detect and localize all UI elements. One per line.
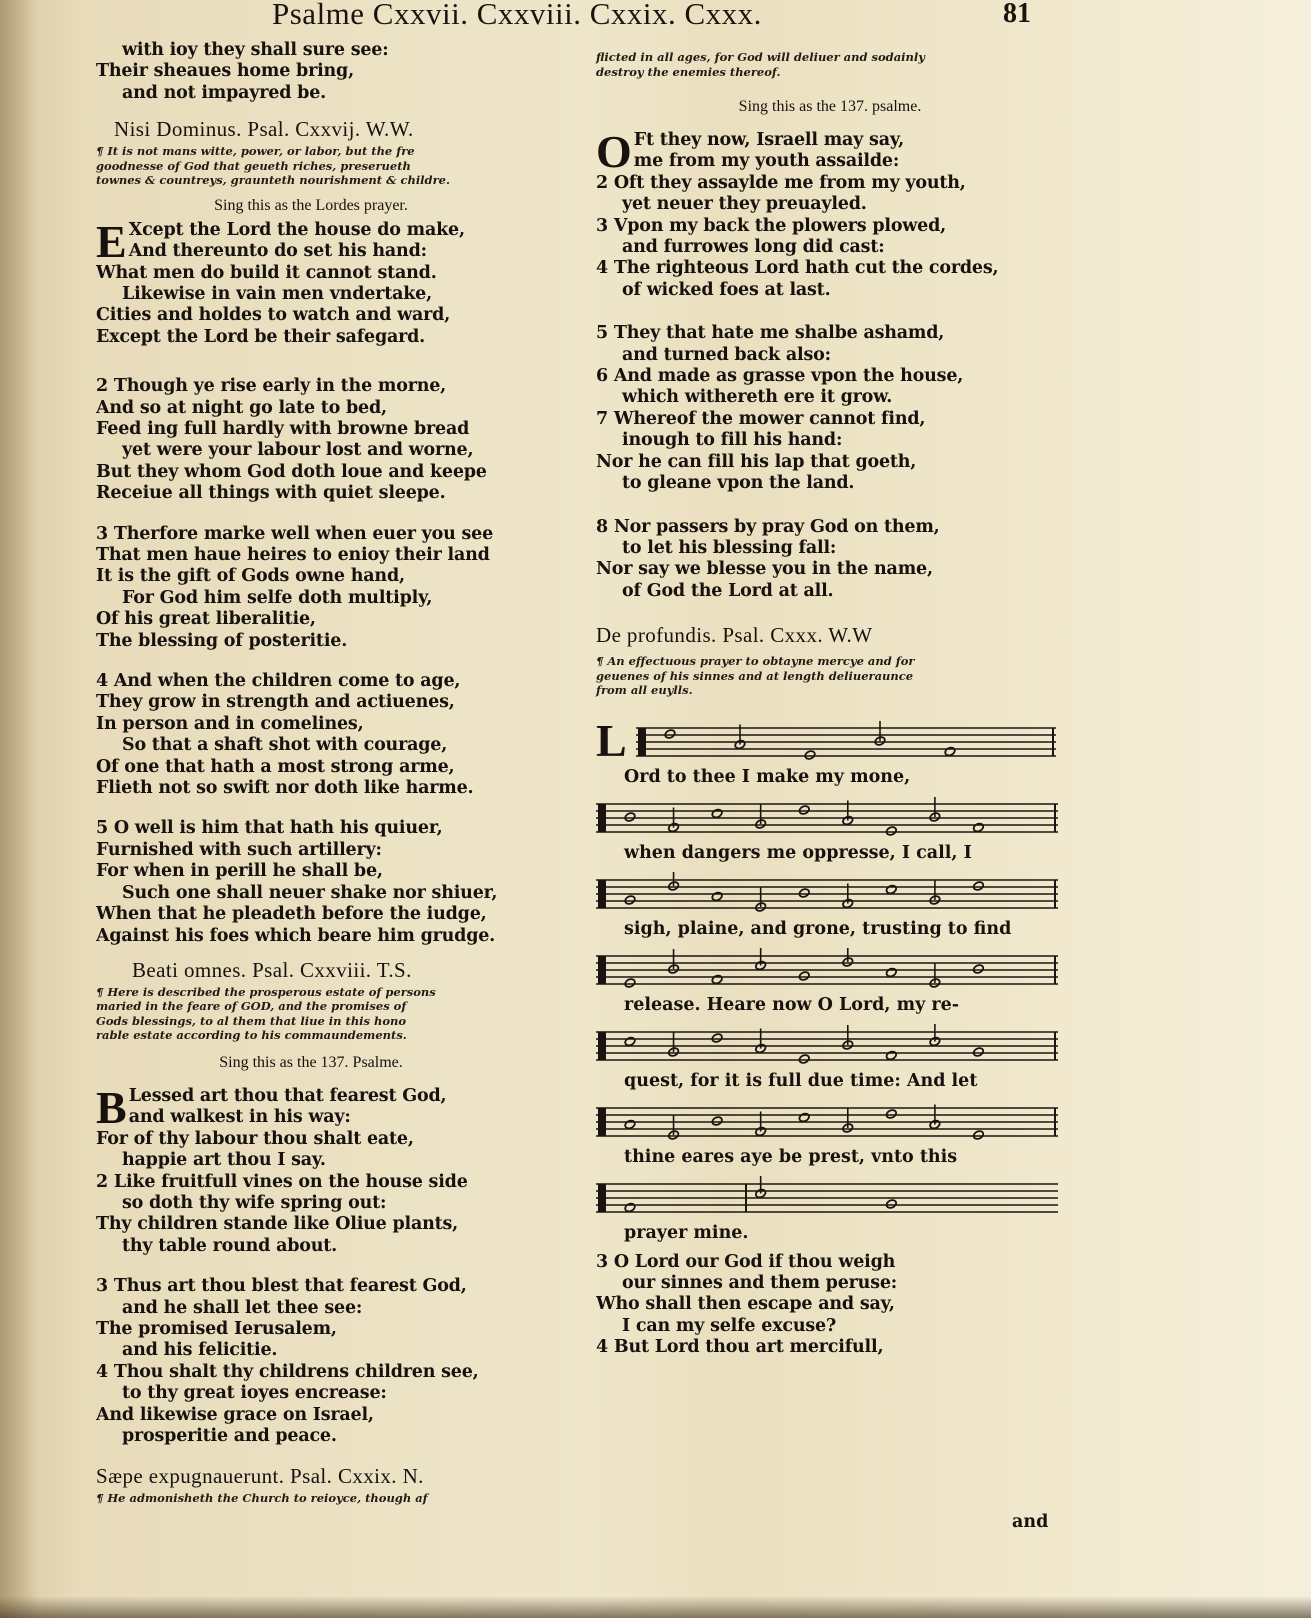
note-head (885, 825, 897, 836)
verse-line: I can my selfe excuse? (622, 1315, 837, 1336)
verse-line: and not impayred be. (122, 82, 327, 103)
music-staff (596, 1176, 1058, 1220)
verse-line: The blessing of posteritie. (96, 630, 348, 651)
music-system (596, 714, 1064, 766)
verse-line: yet neuer they preuayled. (622, 194, 867, 215)
note-head (804, 749, 816, 760)
verse-line: Of his great liberalitie, (96, 609, 316, 630)
drop-cap: O (596, 130, 632, 177)
note-head (972, 1046, 984, 1057)
psalm-127-argument (96, 144, 526, 188)
verse-line: me from my youth assailde: (633, 151, 900, 172)
music-staff (596, 796, 1058, 840)
verse-line: to gleane vpon the land. (622, 473, 855, 494)
psalm-129-title: Sæpe expugnauerunt. Psal. Cxxix. N. (96, 1464, 424, 1489)
verse-line: Feed ing full hardly with browne bread (96, 418, 470, 439)
note-head (972, 822, 984, 833)
verse-line: and he shall let thee see: (122, 1297, 363, 1318)
music-staff (596, 1024, 1058, 1068)
psalm-129-argument: ¶ He admonisheth the Church to reioyce, though af (96, 1491, 428, 1506)
note-head (798, 887, 810, 898)
verse-line: And likewise grace on Israel, (96, 1404, 374, 1425)
argument-line: maried in the feare of GOD, and the promises of (96, 999, 407, 1014)
psalm-127-stanza-4 (96, 671, 526, 799)
note-head (885, 1198, 897, 1209)
music-lyric: when dangers me oppresse, I call, I (624, 842, 972, 863)
verse-line: The promised Ierusalem, (96, 1318, 337, 1339)
verse-line: which withereth ere it grow. (622, 387, 893, 408)
verse-line: to thy great ioyes encrease: (122, 1383, 387, 1404)
verse-line: It is the gift of Gods owne hand, (96, 566, 405, 587)
argument-line: townes & countreys, graunteth nourishment & childre. (96, 173, 450, 188)
argument-line: Gods blessings, to al them that liue in this hono (96, 1013, 407, 1028)
verse-line: Against his foes which beare him grudge. (96, 925, 496, 946)
note-head (664, 728, 676, 739)
psalm-130-argument (596, 654, 1064, 698)
verse-line: 3 Therfore marke well when euer you see (96, 523, 494, 544)
note-head (711, 974, 723, 985)
note-head (711, 808, 723, 819)
note-head (944, 746, 956, 757)
tune-initial: L (596, 714, 627, 766)
verse-line: For God him selfe doth multiply, (122, 587, 433, 608)
verse-line: yet were your labour lost and worne, (122, 440, 474, 461)
note-head (972, 1129, 984, 1140)
verse-line: Cities and holdes to watch and ward, (96, 305, 451, 326)
verse-line: and his felicitie. (122, 1340, 278, 1361)
verse-line: and turned back also: (622, 344, 831, 365)
verse-line: with ioy they shall sure see: (122, 40, 389, 60)
clef (598, 804, 606, 832)
verse-line: thy table round about. (122, 1235, 338, 1256)
psalm-127-stanza-5 (96, 818, 526, 946)
psalm-128-stanza-1 (96, 1086, 526, 1257)
note-head (624, 977, 636, 988)
verse-line: 7 Whereof the mower cannot find, (596, 408, 926, 429)
verse-line: What men do build it cannot stand. (96, 262, 437, 283)
music-staff (636, 720, 1056, 764)
verse-line: 3 Vpon my back the plowers plowed, (596, 215, 947, 236)
music-lyric: quest, for it is full due time: And let (624, 1070, 978, 1091)
note-head (798, 1053, 810, 1064)
verse-line: of wicked foes at last. (622, 279, 831, 300)
verse-line: 8 Nor passers by pray God on them, (596, 516, 940, 537)
verse-line: 2 Oft they assaylde me from my youth, (596, 172, 966, 193)
left-column (96, 40, 526, 1506)
argument-line: rable estate according to his commaundements. (96, 1028, 407, 1043)
verse-line: Except the Lord be their safegard. (96, 326, 426, 347)
verse-line: That men haue heires to enioy their land (96, 545, 490, 565)
verse-line: So that a shaft shot with courage, (122, 735, 448, 756)
note-head (711, 891, 723, 902)
note-head (711, 1115, 723, 1126)
verse-line: inough to fill his hand: (622, 430, 843, 451)
note-head (972, 963, 984, 974)
verse-line: Such one shall neuer shake nor shiuer, (122, 882, 498, 903)
note-head (624, 811, 636, 822)
verse-line: Likewise in vain men vndertake, (122, 283, 432, 304)
clef (598, 956, 606, 984)
argument-line: ¶ It is not mans witte, power, or labor, but the fre (96, 144, 415, 159)
verse-line: And thereunto do set his hand: (128, 241, 427, 262)
verse-line: For of thy labour thou shalt eate, (96, 1128, 414, 1149)
psalm-128-stanza-2 (96, 1276, 526, 1447)
argument-line: geuenes of his sinnes and at length deliueraunce (596, 668, 914, 683)
verse-line: Who shall then escape and say, (596, 1294, 895, 1315)
verse-line: 4 The righteous Lord hath cut the cordes, (596, 258, 999, 279)
running-title: Psalme Cxxvii. Cxxviii. Cxxix. Cxxx. (272, 0, 762, 31)
verse-line: so doth thy wife spring out: (122, 1192, 387, 1213)
music-lyric: release. Heare now O Lord, my re- (624, 994, 960, 1015)
verse-line: of God the Lord at all. (622, 580, 834, 601)
music-staff (596, 872, 1058, 916)
tune-direction: Sing this as the 137. Psalme. (219, 1053, 403, 1071)
verse-line: 4 Thou shalt thy childrens children see, (96, 1361, 479, 1382)
note-head (624, 894, 636, 905)
verse-line: 4 And when the children come to age, (96, 671, 461, 692)
verse-line: 5 They that hate me shalbe ashamd, (596, 323, 945, 344)
verse-line: to let his blessing fall: (622, 537, 837, 558)
psalm-130-stanza-3 (596, 1252, 1064, 1359)
argument-line: goodnesse of God that geueth riches, preserueth (96, 158, 411, 173)
argument-line: ¶ Here is described the prosperous estate of persons (96, 984, 436, 999)
psalm-129-stanza-2 (596, 323, 1064, 494)
psalm-128-title: Beati omnes. Psal. Cxxviii. T.S. (132, 957, 412, 982)
music-staff (596, 948, 1058, 992)
catchword: and (1012, 1512, 1049, 1532)
clef (598, 1184, 606, 1212)
music-lyric: Ord to thee I make my mone, (624, 766, 911, 787)
clef (598, 1032, 606, 1060)
music-staff (596, 1100, 1058, 1144)
psalm-127-stanza-3 (96, 524, 526, 652)
verse-line: When that he pleadeth before the iudge, (96, 904, 487, 925)
note-head (885, 1050, 897, 1061)
note-head (624, 1036, 636, 1047)
note-head (885, 884, 897, 895)
note-head (624, 1119, 636, 1130)
note-head (885, 967, 897, 978)
verse-line: Their sheaues home bring, (96, 61, 354, 82)
clef (638, 728, 646, 756)
verse-line: and walkest in his way: (128, 1107, 351, 1128)
psalm-127-stanza-2 (96, 376, 526, 504)
clef (598, 880, 606, 908)
verse-line: 3 O Lord our God if thou weigh (596, 1251, 896, 1272)
running-header (0, 0, 1311, 34)
music-lyric: thine eares aye be prest, vnto this (624, 1146, 958, 1167)
clef (598, 1108, 606, 1136)
note-head (798, 970, 810, 981)
verse-line: And so at night go late to bed, (96, 397, 387, 418)
drop-cap: E (96, 219, 127, 267)
psalm-130-title: De profundis. Psal. Cxxx. W.W (596, 623, 873, 648)
verse-line: 2 Though ye rise early in the morne, (96, 376, 447, 397)
verse-line: and furrowes long did cast: (622, 237, 885, 258)
argument-line: from all euylls. (596, 683, 693, 698)
note-head (885, 1108, 897, 1119)
tune-direction: Sing this as the Lordes prayer. (214, 196, 408, 214)
page-number: 81 (1003, 0, 1031, 29)
argument-line: flicted in all ages, for God will deliuer and sodainly (596, 50, 925, 64)
music-lyric: prayer mine. (624, 1222, 749, 1243)
verse-line: 3 Thus art thou blest that fearest God, (96, 1276, 467, 1297)
psalm-128-argument (96, 985, 526, 1043)
argument-line: destroy the enemies thereof. (596, 64, 781, 79)
verse-line: Of one that hath a most strong arme, (96, 756, 455, 777)
note-head (798, 804, 810, 815)
psalm-129-stanza-1 (596, 130, 1064, 301)
psalm-129-stanza-3 (596, 517, 1064, 603)
verse-line: happie art thou I say. (122, 1150, 326, 1171)
psalm-127-title: Nisi Dominus. Psal. Cxxvij. W.W. (114, 117, 414, 142)
drop-cap: B (96, 1085, 127, 1133)
verse-line: 4 But Lord thou art mercifull, (596, 1337, 884, 1358)
verse-line: But they whom God doth loue and keepe (96, 461, 487, 482)
verse-line: Flieth not so swift nor doth like harme. (96, 778, 474, 799)
verse-line: prosperitie and peace. (122, 1426, 337, 1446)
psalm-129-argument-continued (596, 50, 1064, 79)
note-head (972, 880, 984, 891)
carry-over-lines (96, 40, 526, 104)
verse-line: Thy children stande like Oliue plants, (96, 1214, 459, 1235)
note-head (711, 1032, 723, 1043)
verse-line: our sinnes and them peruse: (622, 1273, 898, 1294)
tune-direction: Sing this as the 137. psalme. (738, 98, 922, 115)
note-head (798, 1112, 810, 1123)
verse-line: Nor he can fill his lap that goeth, (596, 451, 917, 472)
verse-line: For when in perill he shall be, (96, 861, 383, 882)
verse-line: Receiue all things with quiet sleepe. (96, 483, 446, 504)
verse-line: Ft they now, Israell may say, (633, 130, 905, 150)
verse-line: 2 Like fruitfull vines on the house side (96, 1171, 468, 1192)
music-notation (596, 714, 1064, 1244)
verse-line: 6 And made as grasse vpon the house, (596, 366, 964, 387)
music-lyric: sigh, plaine, and grone, trusting to find (624, 918, 1012, 939)
note-head (624, 1202, 636, 1213)
verse-line: 5 O well is him that hath his quiuer, (96, 818, 443, 839)
verse-line: They grow in strength and actiuenes, (96, 692, 455, 713)
verse-line: Xcept the Lord the house do make, (128, 219, 465, 240)
verse-line: In person and in comelines, (96, 713, 364, 734)
verse-line: Lessed art thou that fearest God, (128, 1085, 447, 1106)
argument-line: ¶ An effectuous prayer to obtayne mercye and for (596, 654, 915, 669)
right-column (596, 50, 1064, 1359)
verse-line: Nor say we blesse you in the name, (596, 559, 933, 580)
verse-line: Furnished with such artillery: (96, 839, 382, 860)
psalm-127-stanza-1 (96, 220, 526, 348)
